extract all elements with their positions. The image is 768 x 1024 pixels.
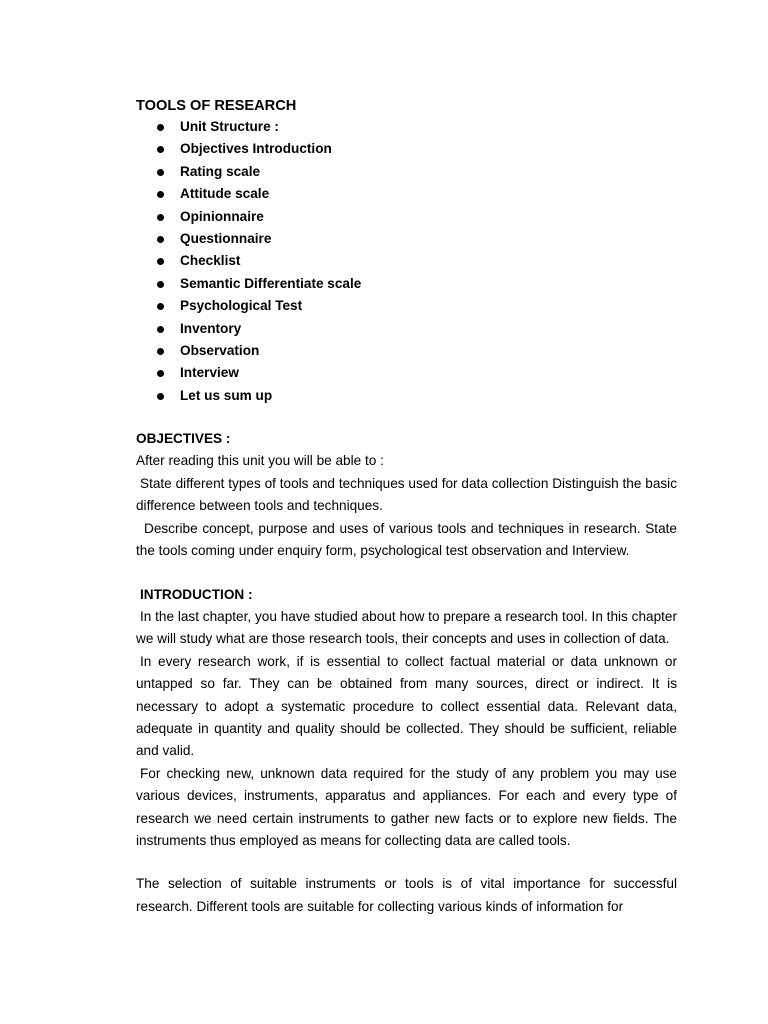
- introduction-paragraph: For checking new, unknown data required for the study of any problem you may use various devices, instruments, apparatus and appliances. For each and every type of research we need certain instruments to gather new facts or to explore new fields. The instruments thus employed as means for collecting data are called tools.: [136, 765, 677, 848]
- introduction-paragraph: In the last chapter, you have studied about how to prepare a research tool. In this chapter we will study what are those research tools, their concepts and uses in collection of data.: [136, 608, 677, 647]
- bullet-icon: [157, 370, 164, 377]
- objectives-intro: After reading this unit you will be able to :: [136, 453, 384, 469]
- bullet-icon: [157, 146, 164, 153]
- bullet-icon: [157, 393, 164, 400]
- spacer: [136, 563, 677, 584]
- closing-paragraph: The selection of suitable instruments or tools is of vital importance for successful research. Different tools are suitable for collecting various kinds of information for: [136, 876, 677, 914]
- bullet-icon: [157, 191, 164, 198]
- bullet-icon: [157, 169, 164, 176]
- bullet-icon: [157, 214, 164, 221]
- bullet-icon: [157, 236, 164, 243]
- list-item: Interview: [136, 362, 677, 384]
- list-item: Psychological Test: [136, 295, 677, 317]
- list-item: Semantic Differentiate scale: [136, 273, 677, 295]
- spacer: [136, 852, 677, 873]
- introduction-heading: INTRODUCTION :: [140, 586, 253, 602]
- document-content: [136, 96, 677, 918]
- list-item: Rating scale: [136, 161, 677, 183]
- list-item: Inventory: [136, 318, 677, 340]
- bullet-icon: [157, 348, 164, 355]
- list-item: Observation: [136, 340, 677, 362]
- list-item: Questionnaire: [136, 228, 677, 250]
- document-title: TOOLS OF RESEARCH: [136, 98, 297, 114]
- unit-structure-list: [136, 116, 677, 407]
- list-item: Attitude scale: [136, 183, 677, 205]
- list-item: Checklist: [136, 250, 677, 272]
- objectives-paragraph: State different types of tools and techniques used for data collection Distinguish the basic difference between tools and techniques.: [136, 475, 677, 514]
- bullet-icon: [157, 124, 164, 131]
- bullet-icon: [157, 303, 164, 310]
- list-item: Unit Structure :: [136, 116, 677, 138]
- bullet-icon: [157, 326, 164, 333]
- list-item: Opinionnaire: [136, 206, 677, 228]
- bullet-icon: [157, 258, 164, 265]
- list-item: Let us sum up: [136, 385, 677, 407]
- list-item: Objectives Introduction: [136, 138, 677, 160]
- objectives-paragraph: Describe concept, purpose and uses of various tools and techniques in research. State the tools coming under enquiry form, psychological test observation and Interview.: [136, 520, 677, 559]
- introduction-paragraph: In every research work, if is essential to collect factual material or data unknown or untapped so far. They can be obtained from many sources, direct or indirect. It is necessary to adopt a systematic procedure to collect essential data. Relevant data, adequate in quantity and quality should be collected. They should be sufficient, reliable and valid.: [136, 653, 677, 759]
- spacer: [136, 407, 677, 428]
- objectives-heading: OBJECTIVES :: [136, 431, 231, 447]
- bullet-icon: [157, 281, 164, 288]
